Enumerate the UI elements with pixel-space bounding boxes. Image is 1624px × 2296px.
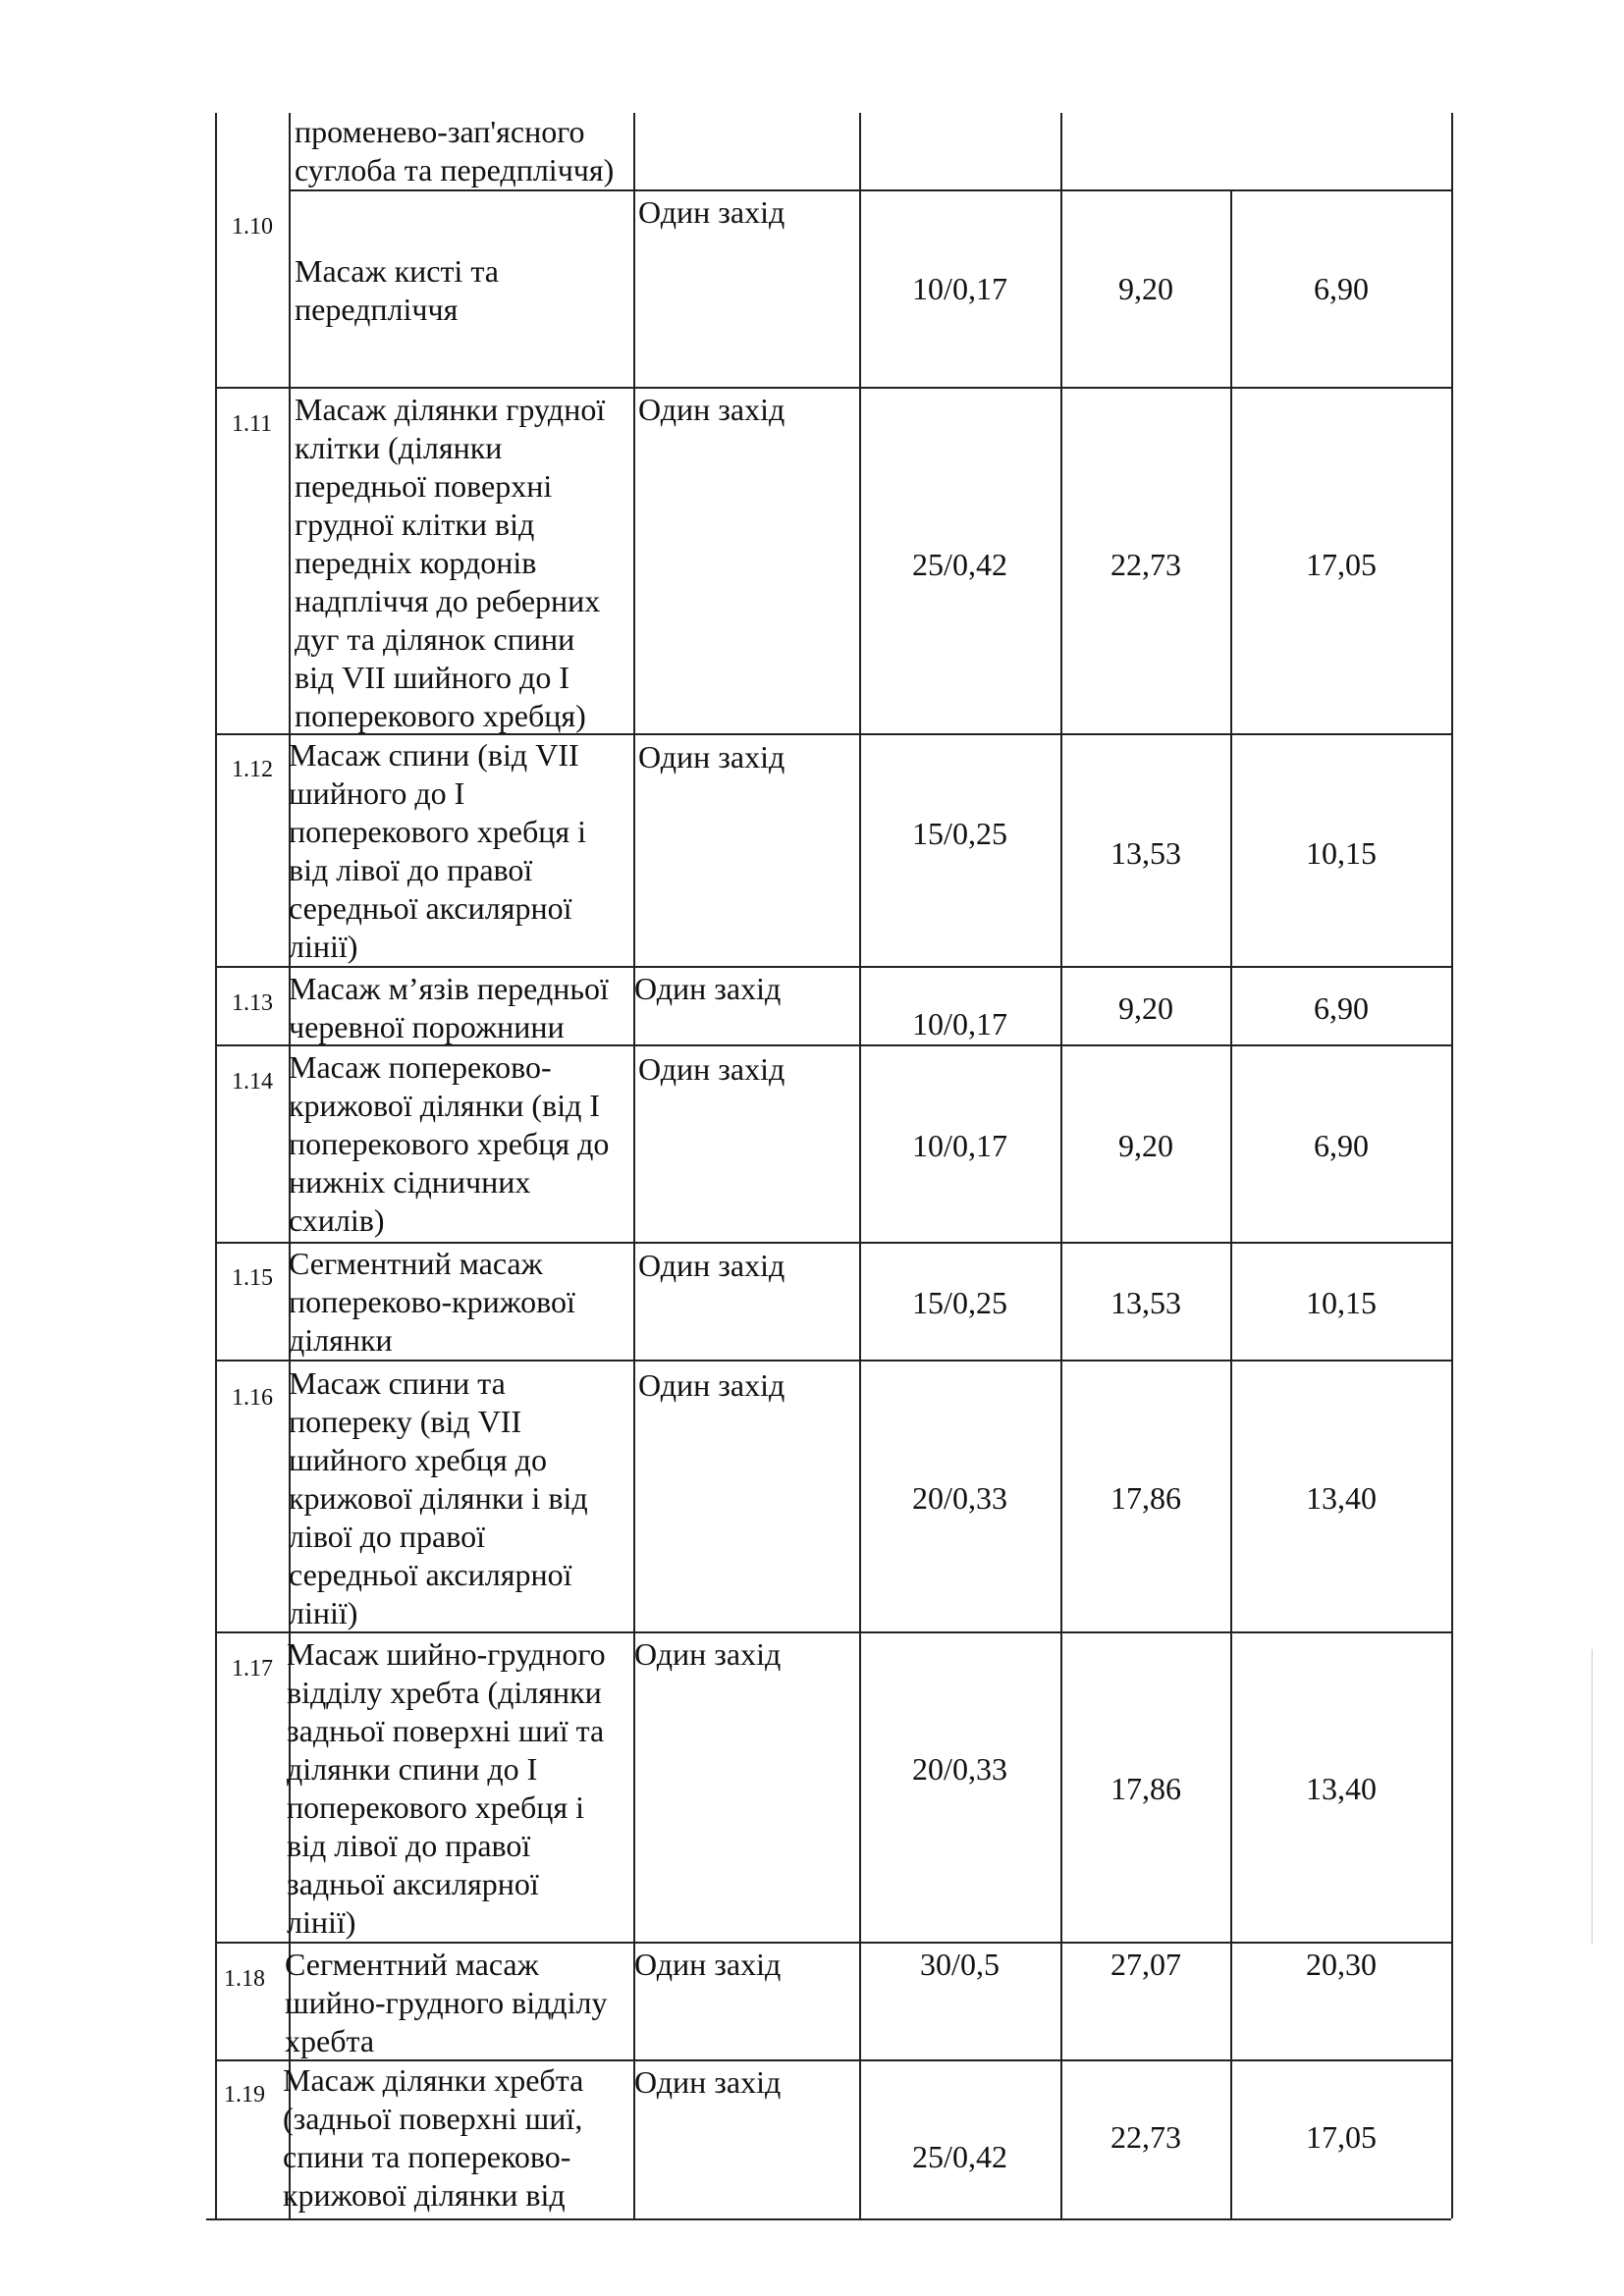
column-divider	[1230, 189, 1232, 2218]
column-divider	[859, 113, 861, 2218]
row-unit: Один захід	[638, 392, 785, 427]
row-description-continuation: променево-зап'ясного суглоба та передпліччя)	[295, 114, 615, 187]
row-price-a: 17,86	[1110, 1771, 1181, 1806]
row-divider	[290, 189, 1451, 191]
row-number: 1.19	[224, 2082, 265, 2108]
row-price-b: 10,15	[1306, 1285, 1377, 1320]
row-price-b: 13,40	[1306, 1771, 1377, 1806]
row-description: Масаж ділянки грудної клітки (ділянки передньої поверхні грудної клітки від передніх кордонів надпліччя до реберних дуг та ділянок спини від VII шийного до I поперекового хребця)	[295, 392, 606, 733]
row-price-a: 9,20	[1118, 271, 1173, 306]
row-number: 1.11	[232, 411, 273, 437]
row-price-a: 9,20	[1118, 990, 1173, 1026]
row-number: 1.10	[232, 214, 273, 240]
row-time: 15/0,25	[912, 1285, 1007, 1320]
row-unit: Один захід	[638, 1051, 785, 1087]
row-divider	[215, 1942, 1451, 1944]
row-price-b: 6,90	[1314, 990, 1369, 1026]
row-description: Масаж кисті та передпліччя	[295, 253, 499, 327]
row-divider	[215, 1242, 1451, 1244]
row-description: Масаж м’язів передньої черевної порожнини	[289, 971, 609, 1044]
row-number: 1.16	[232, 1385, 273, 1411]
row-divider	[215, 966, 1451, 968]
row-price-a: 13,53	[1110, 1285, 1181, 1320]
row-price-a: 22,73	[1110, 2119, 1181, 2155]
row-price-a: 22,73	[1110, 547, 1181, 582]
row-price-b: 20,30	[1306, 1947, 1377, 1982]
row-description: Масаж шийно-грудного відділу хребта (ділянки задньої поверхні шиї та ділянки спини до I поперекового хребця і від лівої до правої задньої аксилярної лінії)	[287, 1636, 606, 1940]
row-description: Масаж спини та попереку (від VII шийного хребця до крижової ділянки і від лівої до правої середньої аксилярної лінії)	[289, 1365, 588, 1630]
row-time: 10/0,17	[912, 271, 1007, 306]
row-price-b: 10,15	[1306, 835, 1377, 871]
row-number: 1.15	[232, 1265, 273, 1291]
row-description: Масаж ділянки хребта (задньої поверхні шиї, спини та попереково- крижової ділянки від	[283, 2062, 584, 2213]
row-time: 20/0,33	[912, 1480, 1007, 1516]
row-unit: Один захід	[634, 1636, 782, 1672]
row-number: 1.18	[224, 1966, 265, 1992]
row-number: 1.17	[232, 1656, 273, 1682]
row-number: 1.12	[232, 757, 273, 782]
row-price-b: 13,40	[1306, 1480, 1377, 1516]
row-description: Сегментний масаж попереково-крижової ділянки	[289, 1246, 575, 1358]
row-divider	[215, 387, 1451, 389]
row-number: 1.13	[232, 990, 273, 1016]
column-divider	[1060, 113, 1062, 2218]
row-number: 1.14	[232, 1069, 273, 1095]
row-description: Сегментний масаж шийно-грудного відділу хребта	[285, 1947, 608, 2058]
row-description: Масаж попереково- крижової ділянки (від I поперекового хребця до нижніх сідничних схилів)	[289, 1049, 610, 1238]
row-unit: Один захід	[634, 1947, 782, 1982]
row-unit: Один захід	[638, 1248, 785, 1283]
row-unit: Один захід	[638, 194, 785, 230]
table-bottom-border	[206, 2218, 1451, 2220]
table-left-border	[215, 113, 217, 2218]
row-time: 30/0,5	[920, 1947, 1000, 1982]
scan-margin-line	[1592, 1649, 1593, 1944]
table-right-border	[1451, 113, 1453, 2218]
row-time: 10/0,17	[912, 1128, 1007, 1163]
row-time: 25/0,42	[912, 2139, 1007, 2174]
row-price-a: 9,20	[1118, 1128, 1173, 1163]
row-time: 15/0,25	[912, 816, 1007, 851]
row-price-b: 17,05	[1306, 547, 1377, 582]
row-price-a: 13,53	[1110, 835, 1181, 871]
row-price-a: 17,86	[1110, 1480, 1181, 1516]
row-unit: Один захід	[634, 971, 782, 1006]
row-time: 10/0,17	[912, 1006, 1007, 1041]
row-unit: Один захід	[638, 739, 785, 774]
row-unit: Один захід	[638, 1367, 785, 1403]
row-unit: Один захід	[634, 2064, 782, 2100]
row-divider	[215, 1360, 1451, 1362]
row-time: 25/0,42	[912, 547, 1007, 582]
row-price-b: 17,05	[1306, 2119, 1377, 2155]
row-time: 20/0,33	[912, 1751, 1007, 1787]
row-price-b: 6,90	[1314, 1128, 1369, 1163]
column-divider	[633, 113, 635, 2218]
row-description: Масаж спини (від VII шийного до I поперекового хребця і від лівої до правої середньої аксилярної лінії)	[289, 737, 587, 964]
row-price-a: 27,07	[1110, 1947, 1181, 1982]
row-price-b: 6,90	[1314, 271, 1369, 306]
